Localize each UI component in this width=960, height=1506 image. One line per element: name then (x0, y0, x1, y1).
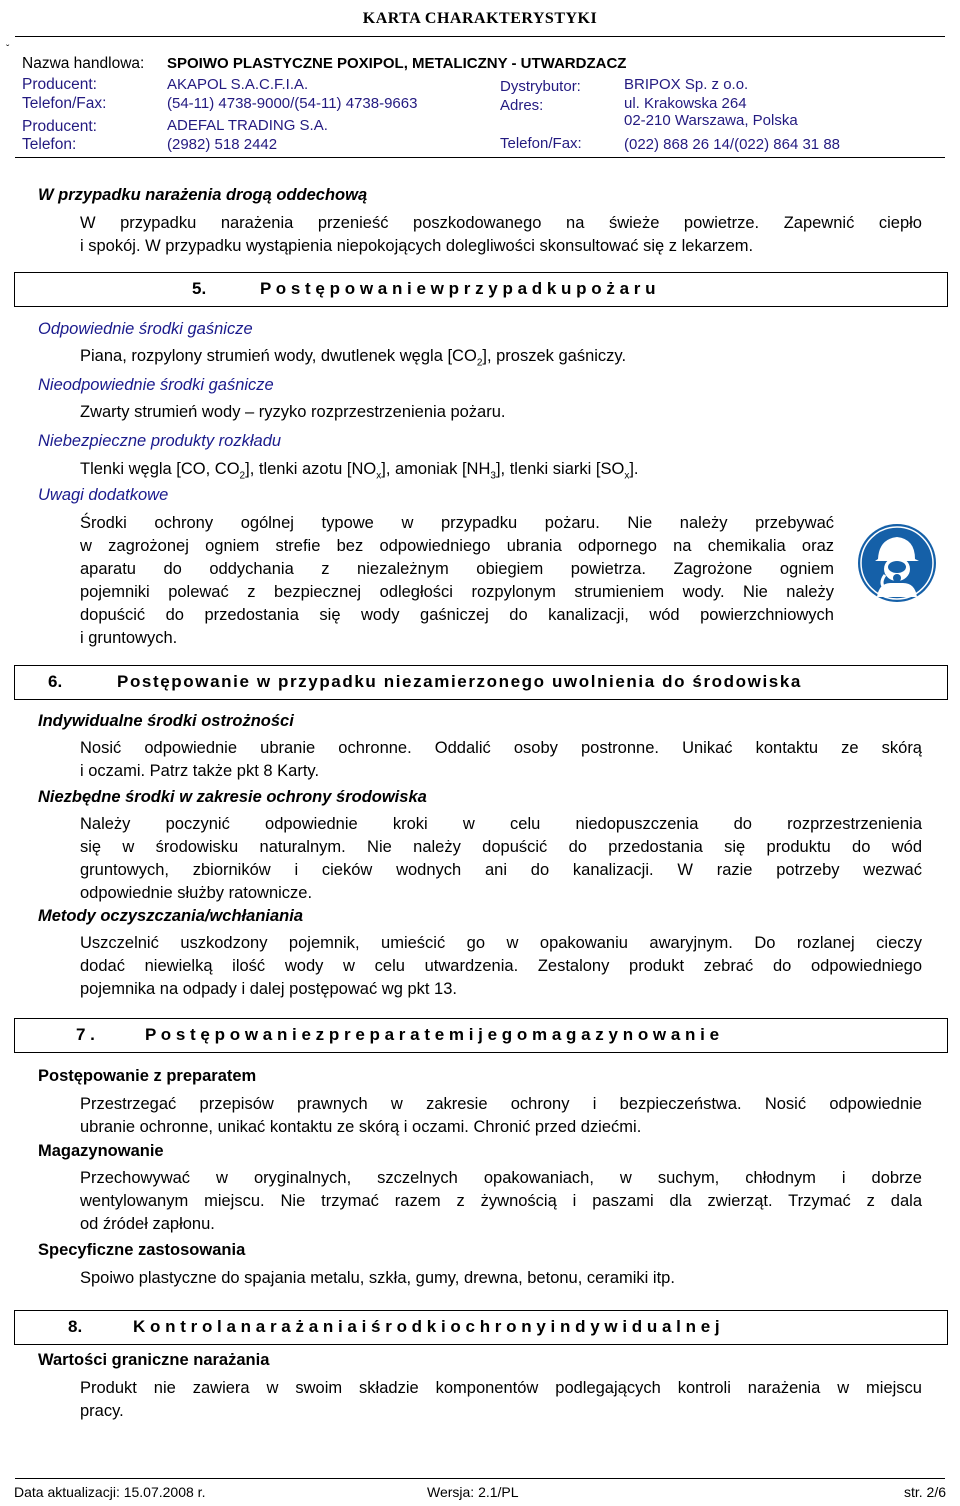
trade-name-label: Nazwa handlowa: (22, 55, 145, 72)
storage-line: wentylowanym miejscu. Nie trzymać razem z żywnością i paszami dla zwierząt. Trzymać z dala (80, 1192, 922, 1210)
handling-heading: Postępowanie z preparatem (38, 1067, 257, 1085)
env-line: się w środowisku naturalnym. Nie należy dopuścić do przedostania się produktu do wód (80, 838, 922, 856)
inhalation-line: i spokój. W przypadku wystąpienia niepokojących dolegliwości skonsultować się z lekarzem. (80, 237, 754, 255)
env-line: Należy poczynić odpowiednie kroki w celu niedopuszczenia do rozprzestrzenienia (80, 815, 922, 833)
distributor-label: Dystrybutor: (500, 78, 581, 95)
distributor-phone-label: Telefon/Fax: (500, 135, 582, 152)
footer-date: Data aktualizacji: 15.07.2008 r. (14, 1484, 206, 1500)
footer-version: Wersja: 2.1/PL (427, 1484, 519, 1500)
phone-fax-label: Telefon/Fax: (22, 95, 107, 112)
hazard-products-heading: Niebezpieczne produkty rozkładu (38, 432, 282, 450)
handling-line: Przestrzegać przepisów prawnych w zakresie ochrony i bezpieczeństwa. Nosić odpowiednie (80, 1095, 922, 1113)
personal-precautions-heading: Indywidualne środki ostrożności (38, 712, 294, 730)
specific-use-text: Spoiwo plastyczne do spajania metalu, szkła, gumy, drewna, betonu, ceramiki itp. (80, 1269, 675, 1287)
inhalation-text (80, 212, 922, 258)
hazard-products-text: Tlenki węgla [CO, $CO_2$], tlenki azotu $[NO_x]$, amoniak $[NH_3]$, tlenki siarki $[SO_x]$. (80, 460, 639, 482)
section5-number: 5. (192, 279, 207, 298)
clean-line: pojemnika na odpady i dalej postępować wg pkt 13. (80, 980, 457, 998)
section8-title: K o n t r o l a n a r a ż a n i a i ś r o d k i o c h r o n y i n d y w i d u a l n e j (133, 1317, 720, 1336)
producer-label: Producent: (22, 76, 97, 93)
address-line1: ul. Krakowska 264 (624, 95, 747, 112)
storage-line: Przechowywać w oryginalnych, szczelnych opakowaniach, w suchym, chłodnym i dobrze (80, 1169, 922, 1187)
trade-name: SPOIWO PLASTYCZNE POXIPOL, METALICZNY - UTWARDZACZ (167, 55, 627, 72)
personal-line: i oczami. Patrz także pkt 8 Karty. (80, 762, 320, 780)
extra-line: aparatu do oddychania z niezależnym obiegiem powietrza. Zagrożone ogniem (80, 560, 834, 578)
cleaning-heading: Metody oczyszczania/wchłaniania (38, 907, 303, 925)
inhalation-heading: W przypadku narażenia drogą oddechową (38, 186, 368, 204)
address-label: Adres: (500, 97, 544, 114)
unsuitable-media-heading: Nieodpowiednie środki gaśnicze (38, 376, 274, 394)
extra-line: dopuścić do przedostania się wody gaśniczej do kanalizacji, wód powierzchniowych (80, 606, 834, 624)
producer2: ADEFAL TRADING S.A. (167, 117, 328, 134)
limits-line: Produkt nie zawiera w swoim składzie komponentów podlegających kontroli narażenia w miejscu (80, 1379, 922, 1397)
phone-fax: (54-11) 4738-9000/(54-11) 4738-9663 (167, 95, 418, 112)
phone: (2982) 518 2442 (167, 136, 278, 153)
environment-heading: Niezbędne środki w zakresie ochrony środowiska (38, 788, 427, 806)
distributor-phone: (022) 868 26 14/(022) 864 31 88 (624, 136, 840, 153)
breathing-apparatus-icon (857, 523, 937, 603)
limits-heading: Wartości graniczne narażania (38, 1351, 270, 1369)
handling-line: ubranie ochronne, unikać kontaktu ze skórą i oczami. Chronić przed dziećmi. (80, 1118, 642, 1136)
header-rule (15, 36, 945, 37)
limits-line: pracy. (80, 1402, 124, 1420)
suitable-media-heading: Odpowiednie środki gaśnicze (38, 320, 253, 338)
env-line: odpowiednie służby ratownicze. (80, 884, 313, 902)
extra-remarks-heading: Uwagi dodatkowe (38, 486, 169, 504)
producer: AKAPOL S.A.C.F.I.A. (167, 76, 309, 93)
section6-number: 6. (48, 672, 63, 691)
section7-title: P o s t ę p o w a n i e z p r e p a r a t e m i j e g o m a g a z y n o w a n i e (145, 1025, 720, 1044)
suitable-media-text: Piana, rozpylony strumień wody, dwutlenek węgla $[CO_2]$, proszek gaśniczy. (80, 347, 627, 369)
header-bottom-rule (15, 157, 945, 158)
section7-number: 7 . (76, 1025, 95, 1044)
storage-line: od źródeł zapłonu. (80, 1215, 215, 1233)
extra-line: Środki ochrony ogólnej typowe w przypadku pożaru. Nie należy przebywać (80, 514, 834, 532)
extra-line: pojemniki polewać z bezpiecznej odległości rozpylonym strumieniem wody. Nie należy (80, 583, 834, 601)
limits-text (80, 1377, 922, 1423)
address-line2: 02-210 Warszawa, Polska (624, 112, 798, 129)
specific-use-heading: Specyficzne zastosowania (38, 1241, 246, 1259)
clean-line: Uszczelnić uszkodzony pojemnik, umieścić go w opakowaniu awaryjnym. Do rozlanej cieczy (80, 934, 922, 952)
corner-mark: ˇ (6, 44, 10, 55)
inhalation-line: W przypadku narażenia przenieść poszkodowanego na świeże powietrze. Zapewnić ciepło (80, 214, 922, 232)
env-line: gruntowych, zbiorników i cieków wodnych ani do kanalizacji. W razie potrzeby wezwać (80, 861, 922, 879)
section6-title: Postępowanie w przypadku niezamierzonego uwolnienia do środowiska (117, 672, 802, 691)
footer-page: str. 2/6 (903, 1484, 946, 1500)
storage-heading: Magazynowanie (38, 1142, 164, 1160)
extra-remarks-text (80, 512, 834, 650)
extra-line: i gruntowych. (80, 629, 178, 647)
cleaning-text (80, 932, 922, 1001)
clean-line: dodać niewielką ilość wody w celu utwardzenia. Zestalony produkt zebrać do odpowiedniego (80, 957, 922, 975)
unsuitable-media-text: Zwarty strumień wody – ryzyko rozprzestrzenienia pożaru. (80, 403, 506, 421)
personal-line: Nosić odpowiednie ubranie ochronne. Oddalić osoby postronne. Unikać kontaktu ze skórą (80, 739, 922, 757)
phone-label: Telefon: (22, 136, 77, 153)
storage-text (80, 1167, 922, 1236)
distributor: BRIPOX Sp. z o.o. (624, 76, 749, 93)
producer2-label: Producent: (22, 118, 97, 135)
section5-title: P o s t ę p o w a n i e w p r z y p a d k u p o ż a r u (260, 279, 656, 298)
section8-number: 8. (68, 1317, 83, 1336)
extra-line: w zagrożonej ogniem strefie bez odpowiedniego ubrania odpornego na chemikalia oraz (80, 537, 834, 555)
environment-text (80, 813, 922, 905)
personal-precautions-text (80, 737, 922, 783)
handling-text (80, 1093, 922, 1139)
document-title: KARTA CHARAKTERYSTYKI (362, 10, 598, 27)
footer-rule (15, 1478, 945, 1479)
